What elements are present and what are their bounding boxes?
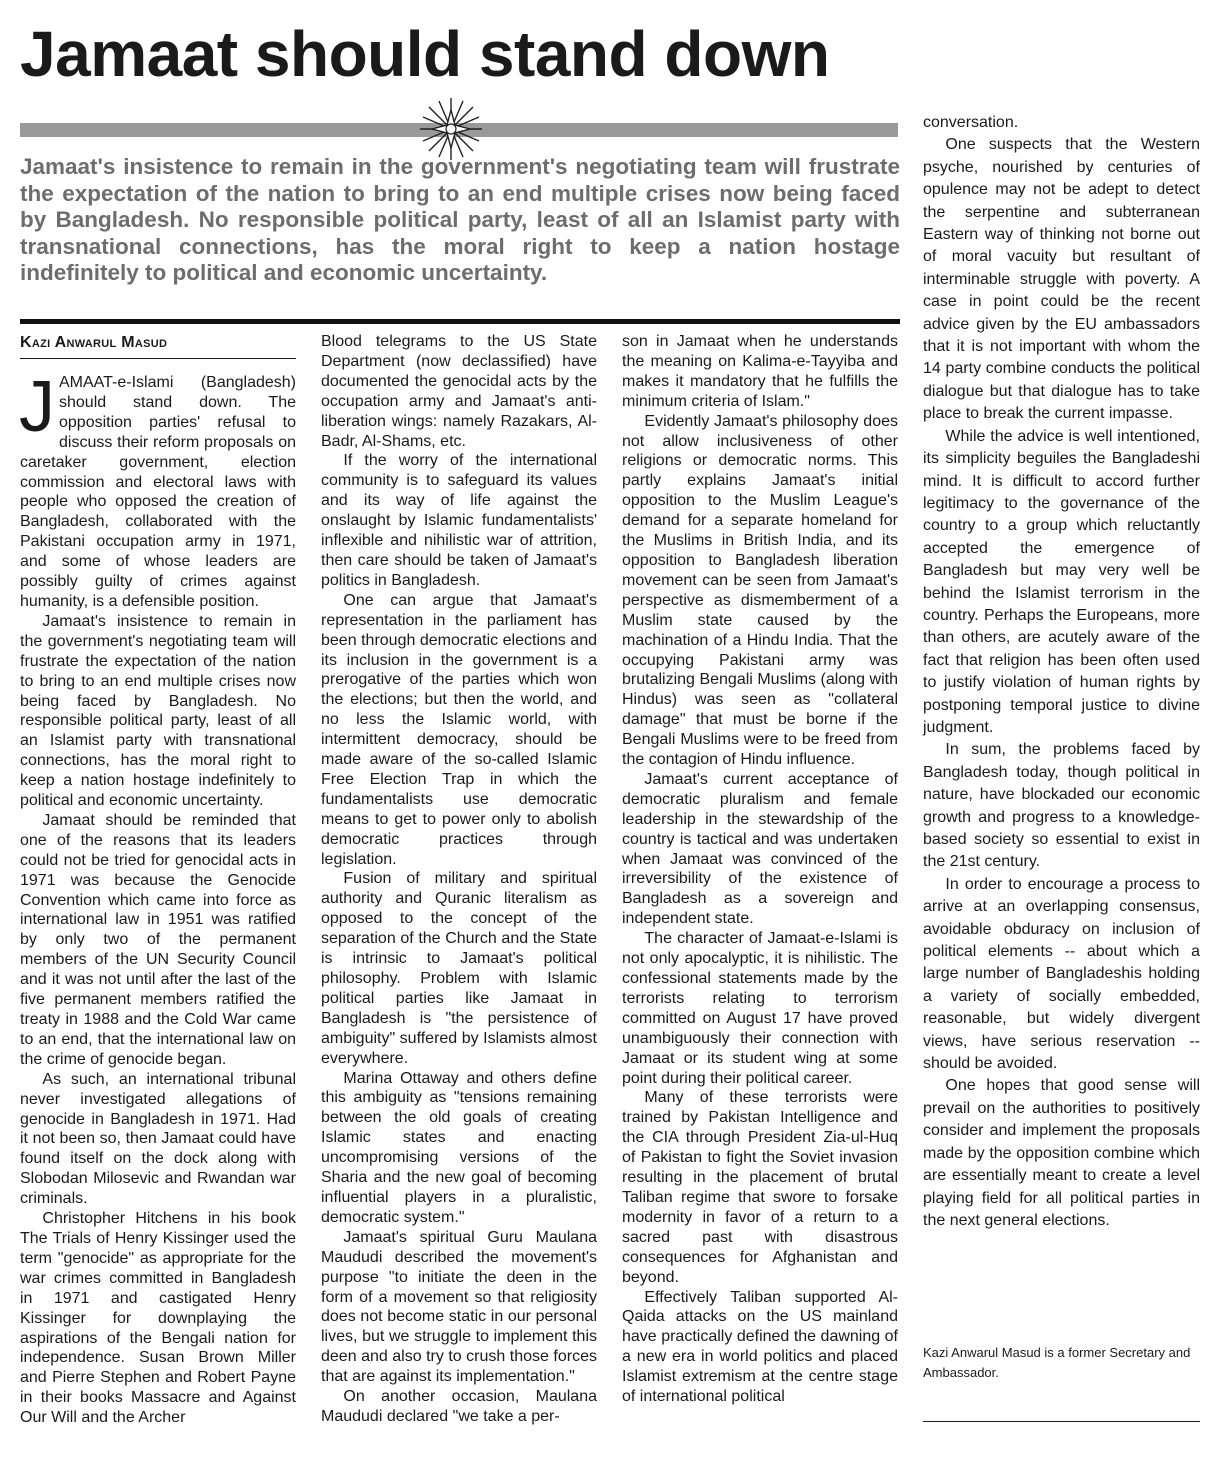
paragraph: In order to encourage a process to arrive at an overlapping consensus, avoidable obduracy on inclusion of political elements -- about which a large number of Bangladeshis holding a variety of socially embedded, reasonable, but widely divergent views, have serious reservation -- should be avoided. — [923, 875, 1200, 1073]
paragraph: On another occasion, Maulana Maududi declared "we take a per- — [321, 1388, 597, 1425]
paragraph: The character of Jamaat-e-Islami is not only apocalyptic, it is nihilistic. The confessional statements made by the terrorists relating to terrorism committed on August 17 have proved unambiguously their connection with Jamaat or its student wing at some point during their political career. — [622, 930, 898, 1087]
column-4 — [923, 112, 1200, 1229]
paragraph: son in Jamaat when he understands the meaning on Kalima-e-Tayyiba and makes it mandatory that he fulfills the minimum criteria of Islam." — [622, 333, 898, 410]
column-2 — [321, 332, 597, 1474]
paragraph: Effectively Taliban supported Al-Qaida attacks on the US mainland have practically defined the dawning of a new era in world politics and placed Islamist extremism at the centre stage of international political — [622, 1288, 898, 1406]
paragraph: As such, an international tribunal never investigated allegations of genocide in Bangladesh in 1971. Had it not been so, then Jamaat could have found itself on the dock along with Slobodan Milosevic and Rwandan war criminals. — [20, 1070, 296, 1208]
paragraph: Marina Ottaway and others define this ambiguity as "tensions remaining between the old goals of creating Islamic states and enacting uncompromising versions of the Sharia and the new goal of becoming influential players in a pluralistic, democratic system." — [321, 1069, 597, 1226]
paragraph: Christopher Hitchens in his book The Trials of Henry Kissinger used the term "genocide" as appropriate for the war crimes committed in Bangladesh in 1971 and castigated Henry Kissinger for downplaying the aspirations of the Bengali nation for independence. Susan Brown Miller and Pierre Stephen and Robert Payne in their books Massacre and Against Our Will and the Archer — [20, 1210, 296, 1427]
paragraph: Blood telegrams to the US State Department (now declassified) have documented the genocidal acts by the occupation army and Jamaat's anti-liberation wings: namely Razakars, Al-Badr, Al-Shams, etc. — [321, 333, 597, 450]
starburst-ornament — [418, 96, 484, 162]
paragraph: Fusion of military and spiritual authority and Quranic literalism as opposed to the concept of the separation of the Church and the State is intrinsic to Jamaat's political philosophy. Problem with Islamic political parties like Jamaat in Bangladesh is "the persistence of ambiguity" suffered by Islamists almost everywhere. — [321, 870, 597, 1067]
paragraph: Jamaat's current acceptance of democratic pluralism and female leadership in the stewardship of the country is tactical and was undertaken when Jamaat was convinced of the irreversibility of the existence of Bangladesh as a sovereign and independent state. — [622, 770, 898, 928]
paragraph: One can argue that Jamaat's representation in the parliament has been through democratic elections and its inclusion in the government is a prerogative of the parties which won the elections; but then the world, and no less the Islamic world, with intermittent democracy, should be made aware of the so-called Islamic Free Election Trap in which the fundamentalists use democratic means to get to power only to abolish democratic practices through legislation. — [321, 591, 597, 868]
standfirst: Jamaat's insistence to remain in the government's negotiating team will frustrate the expectation of the nation to bring to an end multiple crises now being faced by Bangladesh. No responsible political party, least of all an Islamist party with transnational connections, has the moral right to keep a nation hostage indefinitely to political and economic uncertainty. — [20, 154, 900, 286]
column-1 — [19, 367, 296, 1473]
paragraph: Jamaat should be reminded that one of the reasons that its leaders could not be tried for genocidal acts in 1971 was because the Genocide Convention which came into force as international law in 1951 was ratified by only two of the permanent members of the UN Security Council and it was not until after the last of the five permanent members ratified the treaty in 1988 and the Cold War came to an end, that the international law on the crime of genocide began. — [20, 811, 296, 1068]
paragraph: One suspects that the Western psyche, nourished by centuries of opulence may not be adept to detect the serpentine and subterranean Eastern way of thinking not borne out of moral vacuity but resultant of interminable struggle with poverty. A case in point could be the recent advice given by the EU ambassadors that it is not important with whom the 14 party combine conducts the political dialogue but that dialogue has to take place to break the current impasse. — [923, 136, 1200, 423]
paragraph: One hopes that good sense will prevail on the authorities to positively consider and implement the proposals made by the opposition combine which are essentially meant to create a level playing field for all political parties in the next general elections. — [923, 1077, 1200, 1229]
byline-rule — [20, 358, 296, 359]
paragraph: While the advice is well intentioned, its simplicity beguiles the Bangladeshi mind. It is difficult to accord further legitimacy to the governance of the country to a group which reluctantly accepted the emergence of Bangladesh but may very well be behind the Islamist terrorism in the country. Perhaps the Europeans, more than others, are acutely aware of the fact that religion has been often used to justify violation of human rights by postponing temporal justice to divine judgment. — [923, 427, 1200, 736]
paragraph: If the worry of the international community is to safeguard its values and its way of life against the onslaught by Islamic fundamentalists' inflexible and nihilistic war of attrition, then care should be taken of Jamaat's politics in Bangladesh. — [321, 452, 597, 589]
drop-cap: J — [19, 367, 55, 447]
paragraph: conversation. — [923, 114, 1019, 131]
deck-rule — [20, 319, 900, 324]
author-note: Kazi Anwarul Masud is a former Secretary and Ambassador. — [923, 1345, 1191, 1380]
paragraph: Jamaat's insistence to remain in the government's negotiating team will frustrate the expectation of the nation to bring to an end multiple crises now being faced by Bangladesh. No responsible political party, least of all an Islamist party with transnational connections, has the moral right to keep a nation hostage indefinitely to political and economic uncertainty. — [20, 612, 296, 810]
footer-rule — [923, 1421, 1200, 1422]
headline: Jamaat should stand down — [20, 18, 830, 90]
paragraph: Many of these terrorists were trained by Pakistan Intelligence and the CIA through President Zia-ul-Huq of Pakistan to fight the Soviet invasion resulting in the placement of brutal Taliban regime that swore to forsake modernity in favor of a return to a sacred past with disastrous consequences for Afghanistan and beyond. — [622, 1089, 898, 1286]
paragraph: Evidently Jamaat's philosophy does not allow inclusiveness of other religions or democratic norms. This partly explains Jamaat's initial opposition to the Muslim League's demand for a separate homeland for the Muslims in British India, and its opposition to Bangladesh liberation movement can be seen from Jamaat's perspective as dismemberment of a Muslim state caused by the machination of a Hindu India. That the occupying Pakistani army was brutalizing Bengali Muslims (along with Hindus) was seen as "collateral damage" that must be borne if the Bengali Muslims were to be freed from the contagion of Hindu influence. — [622, 412, 898, 769]
column-3 — [622, 332, 898, 1474]
paragraph: In sum, the problems faced by Bangladesh today, though political in nature, have blockaded our economic growth and progress to a knowledge-based society so essential to exist in the 21st century. — [923, 741, 1200, 871]
paragraph: Jamaat's spiritual Guru Maulana Maududi described the movement's purpose "to initiate the deen in the form of a movement so that religiosity does not become static in our personal lives, but we struggle to implement this deen and also try to crush those forces that are against its implementation." — [321, 1228, 597, 1386]
paragraph: JAMAAT-e-Islami (Bangladesh) should stand down. The opposition parties' refusal to discuss their reform proposals on caretaker government, election commission and electoral laws with people who opposed the creation of Bangladesh, collaborated with the Pakistani occupation army in 1971, and some of whose leaders are possibly guilty of crimes against humanity, is a defensible position. — [19, 367, 296, 610]
byline: Kazi Anwarul Masud — [20, 334, 168, 351]
